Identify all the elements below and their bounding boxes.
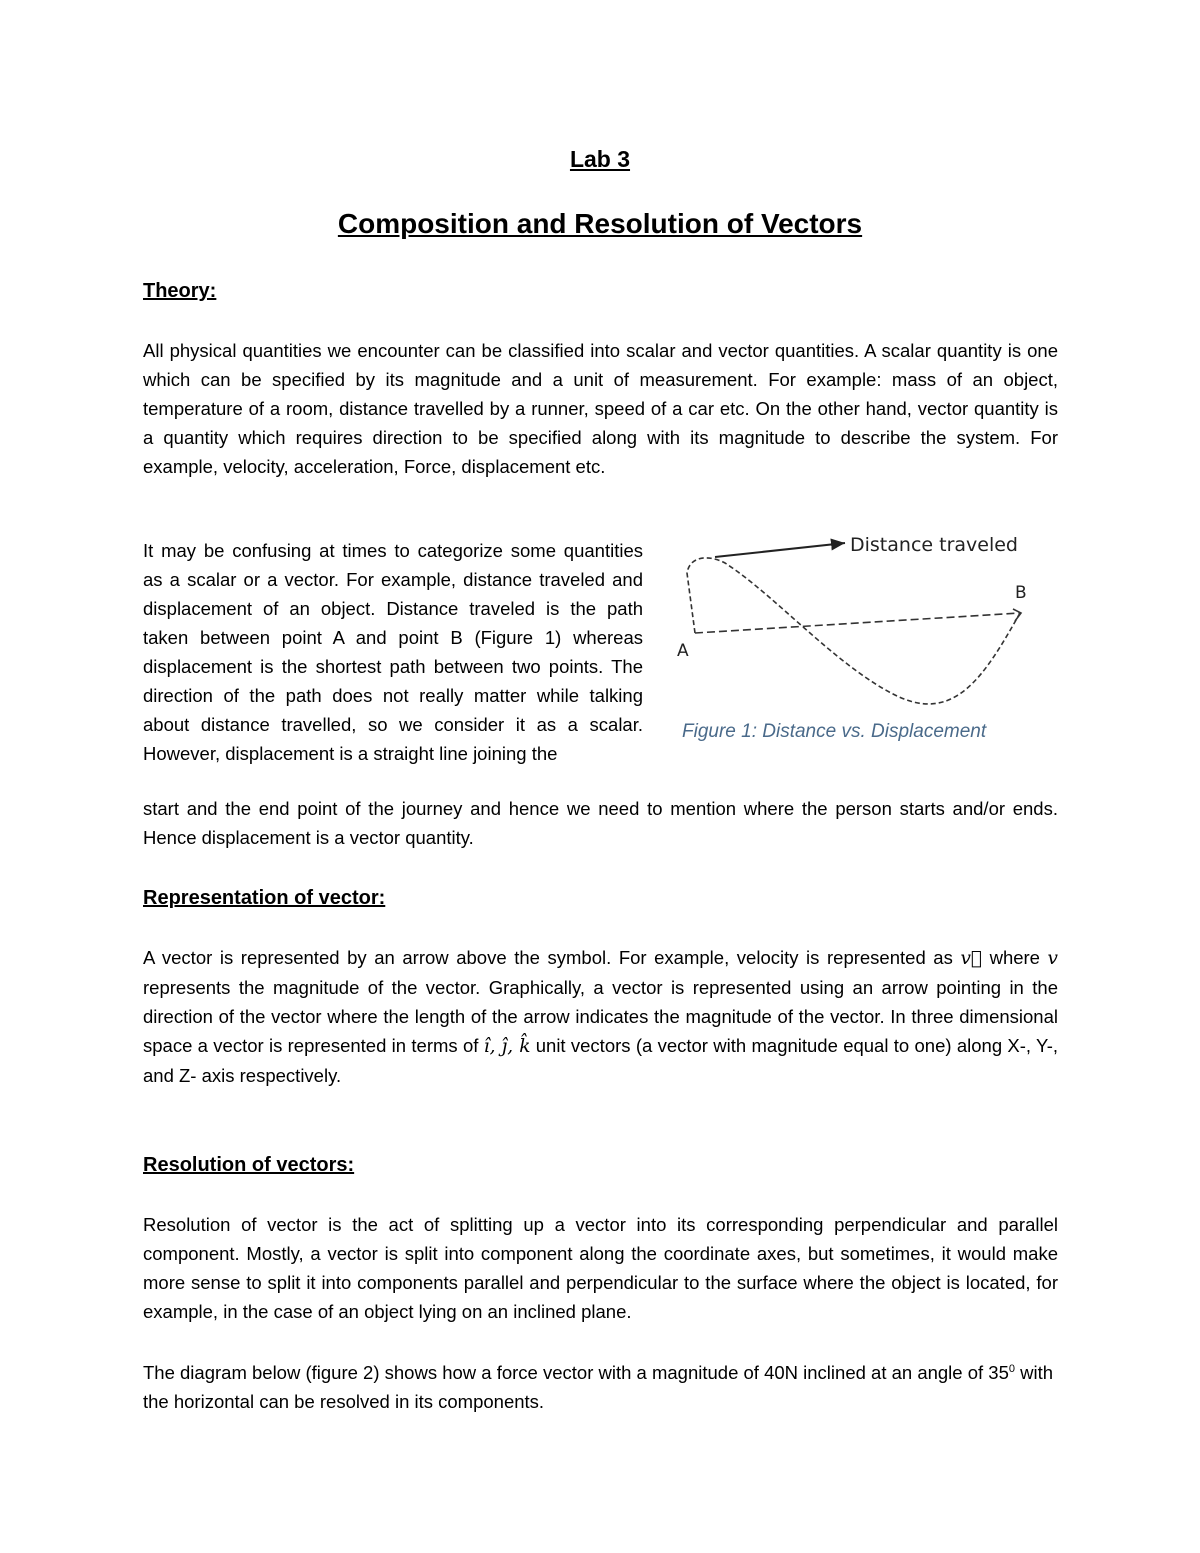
theory-heading: Theory: — [143, 280, 217, 302]
figure-1-caption: Figure 1: Distance vs. Displacement — [682, 721, 987, 742]
document-title: Composition and Resolution of Vectors — [337, 208, 863, 239]
representation-heading: Representation of vector: — [143, 887, 386, 909]
resolution-paragraph: Resolution of vector is the act of splitting up a vector into its corresponding perpendicular and parallel component. Mostly, a vector is split into component along the coordinate axes, but sometimes, it would make more sense to split it into components parallel and perpendicular to the surface where the object is located, for example, in the case of an object lying on an inclined plane. — [143, 1214, 1058, 1322]
distance-pointer — [715, 543, 845, 557]
diagram-intro-paragraph: The diagram below (figure 2) shows how a force vector with a magnitude of 40N inclined at an angle of $35^0$ with the horizontal can be resolved in its components. — [143, 1362, 1054, 1413]
point-a-label: A — [677, 641, 689, 661]
resolution-heading: Resolution of vectors: — [143, 1154, 355, 1176]
theory-paragraph: All physical quantities we encounter can be classified into scalar and vector quantities. A scalar quantity is one which can be specified by its magnitude and a unit of measurement. For example: mass of an object, temperature of a room, distance travelled by a runner, speed of a car etc. On the other hand, vector quantity is a quantity which requires direction to be specified along with its magnitude to describe the system. For example, velocity, acceleration, Force, displacement etc. — [143, 340, 1058, 477]
confusion-paragraph-top: It may be confusing at times to categorize some quantities as a scalar or a vector. For example, distance traveled and displacement of an object. Distance traveled is the path taken between point A and point B (Figure 1) whereas displacement is the shortest path between two points. The direction of the path does not really matter while talking about distance travelled, so we consider it as a scalar. However, displacement is a straight line joining the — [143, 540, 643, 764]
arrow-head-b — [1013, 609, 1021, 621]
lab-number: Lab 3 — [569, 146, 631, 172]
velocity-magnitude-symbol: v — [1047, 948, 1058, 969]
confusion-paragraph-bottom: start and the end point of the journey and hence we need to mention where the person starts and/or ends. Hence displacement is a vector quantity. — [143, 798, 1058, 848]
displacement-line — [695, 613, 1020, 633]
point-b-label: B — [1015, 583, 1027, 603]
degree-superscript: 0 — [1008, 1363, 1015, 1375]
unit-vectors-symbols: î, ĵ, k̂ — [483, 1036, 531, 1057]
distance-traveled-label: Distance traveled — [850, 534, 1018, 556]
representation-paragraph: A vector is represented by an arrow above the symbol. For example, velocity is represented as v⃗ where v represents the magnitude of the vector. Graphically, a vector is represented using an arrow pointing in the direction of the vector where the length of the arrow indicates the magnitude of the vector. In three dimensional space a vector is represented in terms of î, ĵ, k̂ unit vectors (a vector with magnitude equal to one) along X-, Y-, and Z- axis respectively. — [143, 947, 1058, 1086]
velocity-vector-symbol: v⃗ — [960, 948, 982, 969]
